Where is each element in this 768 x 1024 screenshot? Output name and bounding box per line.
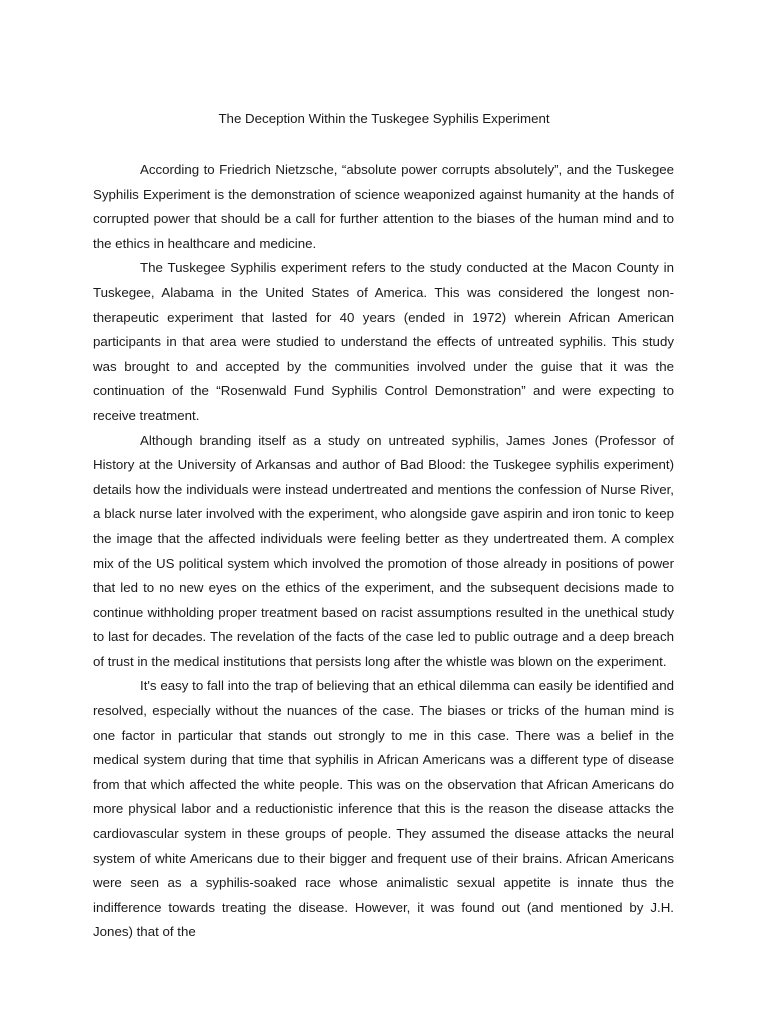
paragraph-4: It's easy to fall into the trap of believing that an ethical dilemma can easily be identified and resolved, especially without the nuances of the case. The biases or tricks of the human mind is one factor in particular that stands out strongly to me in this case. There was a belief in the medical system during that time that syphilis in African Americans was a different type of disease from that which affected the white people. This was on the observation that African Americans do more physical labor and a reductionistic inference that this is the reason the disease attacks the cardiovascular system in these groups of people. They assumed the disease attacks the neural system of white Americans due to their bigger and frequent use of their brains. African Americans were seen as a syphilis-soaked race whose animalistic sexual appetite is innate thus the indifference towards treating the disease. However, it was found out (and mentioned by J.H. Jones) that of the xyxy=(93,678,674,940)
paragraph-1: According to Friedrich Nietzsche, “absolute power corrupts absolutely”, and the Tuskegee Syphilis Experiment is the demonstration of science weaponized against humanity at the hands of corrupted power that should be a call for further attention to the biases of the human mind and to the ethics in healthcare and medicine. xyxy=(93,162,674,251)
document-body xyxy=(93,158,674,945)
paragraph-2: The Tuskegee Syphilis experiment refers to the study conducted at the Macon County in Tuskegee, Alabama in the United States of America. This was considered the longest non-therapeutic experiment that lasted for 40 years (ended in 1972) wherein African American participants in that area were studied to understand the effects of untreated syphilis. This study was brought to and accepted by the communities involved under the guise that it was the continuation of the “Rosenwald Fund Syphilis Control Demonstration” and were expecting to receive treatment. xyxy=(93,260,674,423)
document-title: The Deception Within the Tuskegee Syphilis Experiment xyxy=(218,111,550,126)
paragraph-3: Although branding itself as a study on untreated syphilis, James Jones (Professor of History at the University of Arkansas and author of Bad Blood: the Tuskegee syphilis experiment) details how the individuals were instead undertreated and mentions the confession of Nurse River, a black nurse later involved with the experiment, who alongside gave aspirin and iron tonic to keep the image that the affected individuals were feeling better as they undertreated them. A complex mix of the US political system which involved the promotion of those already in positions of power that led to no new eyes on the ethics of the experiment, and the subsequent decisions made to continue withholding proper treatment based on racist assumptions resulted in the unethical study to last for decades. The revelation of the facts of the case led to public outrage and a deep breach of trust in the medical institutions that persists long after the whistle was blown on the experiment. xyxy=(93,432,674,669)
